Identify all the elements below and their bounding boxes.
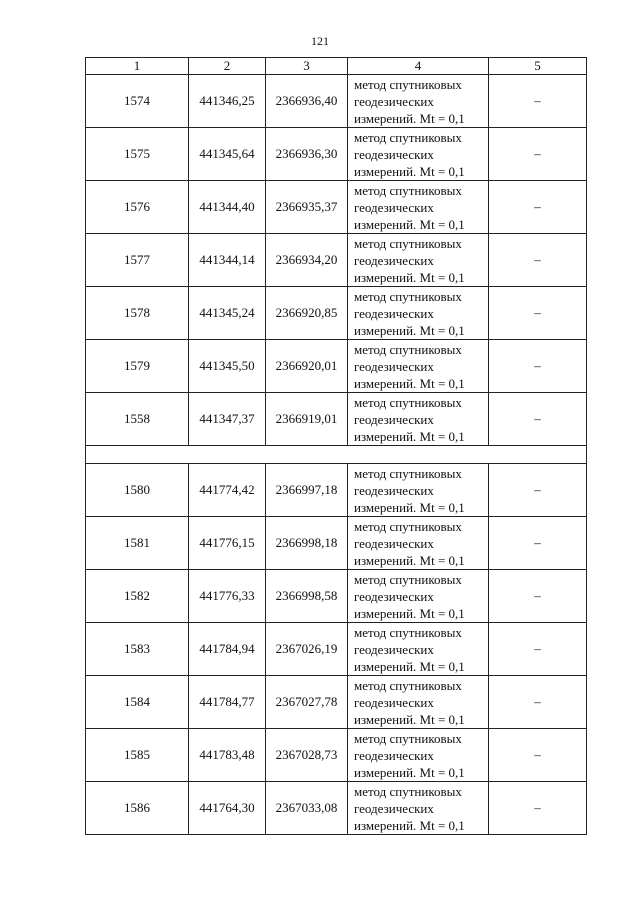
note-cell: – — [489, 393, 587, 446]
method-text-line: измерений. Mt = 0,1 — [354, 216, 465, 232]
separator-row — [86, 446, 587, 464]
method-text-line: измерений. Mt = 0,1 — [354, 658, 465, 674]
column-header-3: 3 — [266, 58, 348, 75]
table-row — [86, 75, 587, 128]
table-body — [86, 75, 587, 835]
method-text-line: измерений. Mt = 0,1 — [354, 764, 465, 780]
method-text-line: измерений. Mt = 0,1 — [354, 428, 465, 444]
method-cell — [348, 234, 489, 287]
table-row — [86, 181, 587, 234]
method-cell — [348, 287, 489, 340]
table-header-row — [86, 58, 587, 75]
column-header-4: 4 — [348, 58, 489, 75]
point-number-cell: 1582 — [86, 570, 189, 623]
method-cell — [348, 181, 489, 234]
method-text-line: метод спутниковых — [354, 129, 462, 145]
method-text-line: геодезических — [354, 358, 434, 374]
column-header-5: 5 — [489, 58, 587, 75]
point-number-cell: 1581 — [86, 517, 189, 570]
x-coordinate-cell: 441347,37 — [189, 393, 266, 446]
x-coordinate-cell: 441784,77 — [189, 676, 266, 729]
method-text-line: метод спутниковых — [354, 518, 462, 534]
coordinates-table — [85, 57, 587, 835]
note-cell: – — [489, 782, 587, 835]
x-coordinate-cell: 441346,25 — [189, 75, 266, 128]
note-cell: – — [489, 464, 587, 517]
method-text-line: метод спутниковых — [354, 235, 462, 251]
method-text-line: измерений. Mt = 0,1 — [354, 375, 465, 391]
method-text-line: метод спутниковых — [354, 624, 462, 640]
method-text-line: измерений. Mt = 0,1 — [354, 163, 465, 179]
method-text-line: метод спутниковых — [354, 571, 462, 587]
method-text-line: геодезических — [354, 199, 434, 215]
page-number: 121 — [311, 34, 329, 48]
method-text-line: метод спутниковых — [354, 730, 462, 746]
x-coordinate-cell: 441345,50 — [189, 340, 266, 393]
table-row — [86, 393, 587, 446]
y-coordinate-cell: 2367033,08 — [266, 782, 348, 835]
y-coordinate-cell: 2366920,01 — [266, 340, 348, 393]
point-number-cell: 1578 — [86, 287, 189, 340]
method-text-line: метод спутниковых — [354, 394, 462, 410]
method-text-line: измерений. Mt = 0,1 — [354, 322, 465, 338]
method-text-line: измерений. Mt = 0,1 — [354, 552, 465, 568]
method-text-line: метод спутниковых — [354, 288, 462, 304]
method-text-line: измерений. Mt = 0,1 — [354, 711, 465, 727]
y-coordinate-cell: 2366935,37 — [266, 181, 348, 234]
separator-cell — [86, 446, 587, 464]
point-number-cell: 1583 — [86, 623, 189, 676]
method-cell — [348, 517, 489, 570]
method-text-line: геодезических — [354, 411, 434, 427]
method-text-line: метод спутниковых — [354, 341, 462, 357]
point-number-cell: 1574 — [86, 75, 189, 128]
table-row — [86, 128, 587, 181]
y-coordinate-cell: 2366920,85 — [266, 287, 348, 340]
x-coordinate-cell: 441344,14 — [189, 234, 266, 287]
note-cell: – — [489, 517, 587, 570]
note-cell: – — [489, 676, 587, 729]
method-text-line: метод спутниковых — [354, 182, 462, 198]
y-coordinate-cell: 2367027,78 — [266, 676, 348, 729]
point-number-cell: 1579 — [86, 340, 189, 393]
x-coordinate-cell: 441345,24 — [189, 287, 266, 340]
method-cell — [348, 623, 489, 676]
point-number-cell: 1576 — [86, 181, 189, 234]
y-coordinate-cell: 2366934,20 — [266, 234, 348, 287]
method-text-line: геодезических — [354, 146, 434, 162]
note-cell: – — [489, 75, 587, 128]
y-coordinate-cell: 2367026,19 — [266, 623, 348, 676]
method-text-line: измерений. Mt = 0,1 — [354, 110, 465, 126]
method-cell — [348, 128, 489, 181]
note-cell: – — [489, 128, 587, 181]
point-number-cell: 1586 — [86, 782, 189, 835]
method-cell — [348, 729, 489, 782]
method-cell — [348, 75, 489, 128]
table-row — [86, 570, 587, 623]
method-text-line: метод спутниковых — [354, 76, 462, 92]
method-text-line: геодезических — [354, 694, 434, 710]
table-row — [86, 623, 587, 676]
table-row — [86, 676, 587, 729]
column-header-2: 2 — [189, 58, 266, 75]
method-text-line: геодезических — [354, 588, 434, 604]
point-number-cell: 1577 — [86, 234, 189, 287]
y-coordinate-cell: 2367028,73 — [266, 729, 348, 782]
method-cell — [348, 340, 489, 393]
point-number-cell: 1585 — [86, 729, 189, 782]
x-coordinate-cell: 441784,94 — [189, 623, 266, 676]
method-cell — [348, 393, 489, 446]
y-coordinate-cell: 2366936,40 — [266, 75, 348, 128]
x-coordinate-cell: 441344,40 — [189, 181, 266, 234]
table-row — [86, 729, 587, 782]
point-number-cell: 1558 — [86, 393, 189, 446]
method-cell — [348, 676, 489, 729]
method-text-line: геодезических — [354, 252, 434, 268]
method-text-line: геодезических — [354, 93, 434, 109]
method-text-line: метод спутниковых — [354, 677, 462, 693]
y-coordinate-cell: 2366936,30 — [266, 128, 348, 181]
point-number-cell: 1580 — [86, 464, 189, 517]
method-cell — [348, 782, 489, 835]
method-text-line: метод спутниковых — [354, 465, 462, 481]
y-coordinate-cell: 2366998,18 — [266, 517, 348, 570]
note-cell: – — [489, 287, 587, 340]
table-row — [86, 287, 587, 340]
table-row — [86, 517, 587, 570]
method-text-line: геодезических — [354, 747, 434, 763]
note-cell: – — [489, 729, 587, 782]
x-coordinate-cell: 441774,42 — [189, 464, 266, 517]
method-text-line: геодезических — [354, 800, 434, 816]
table-row — [86, 464, 587, 517]
table-row — [86, 340, 587, 393]
method-cell — [348, 570, 489, 623]
method-text-line: геодезических — [354, 641, 434, 657]
note-cell: – — [489, 234, 587, 287]
note-cell: – — [489, 570, 587, 623]
point-number-cell: 1584 — [86, 676, 189, 729]
x-coordinate-cell: 441776,15 — [189, 517, 266, 570]
method-text-line: измерений. Mt = 0,1 — [354, 605, 465, 621]
x-coordinate-cell: 441783,48 — [189, 729, 266, 782]
column-header-1: 1 — [86, 58, 189, 75]
note-cell: – — [489, 340, 587, 393]
method-text-line: геодезических — [354, 482, 434, 498]
note-cell: – — [489, 181, 587, 234]
method-text-line: измерений. Mt = 0,1 — [354, 499, 465, 515]
y-coordinate-cell: 2366919,01 — [266, 393, 348, 446]
method-text-line: метод спутниковых — [354, 783, 462, 799]
y-coordinate-cell: 2366997,18 — [266, 464, 348, 517]
x-coordinate-cell: 441345,64 — [189, 128, 266, 181]
table-row — [86, 234, 587, 287]
method-text-line: измерений. Mt = 0,1 — [354, 817, 465, 833]
method-text-line: геодезических — [354, 535, 434, 551]
y-coordinate-cell: 2366998,58 — [266, 570, 348, 623]
method-cell — [348, 464, 489, 517]
note-cell: – — [489, 623, 587, 676]
method-text-line: геодезических — [354, 305, 434, 321]
table-row — [86, 782, 587, 835]
method-text-line: измерений. Mt = 0,1 — [354, 269, 465, 285]
point-number-cell: 1575 — [86, 128, 189, 181]
x-coordinate-cell: 441764,30 — [189, 782, 266, 835]
x-coordinate-cell: 441776,33 — [189, 570, 266, 623]
